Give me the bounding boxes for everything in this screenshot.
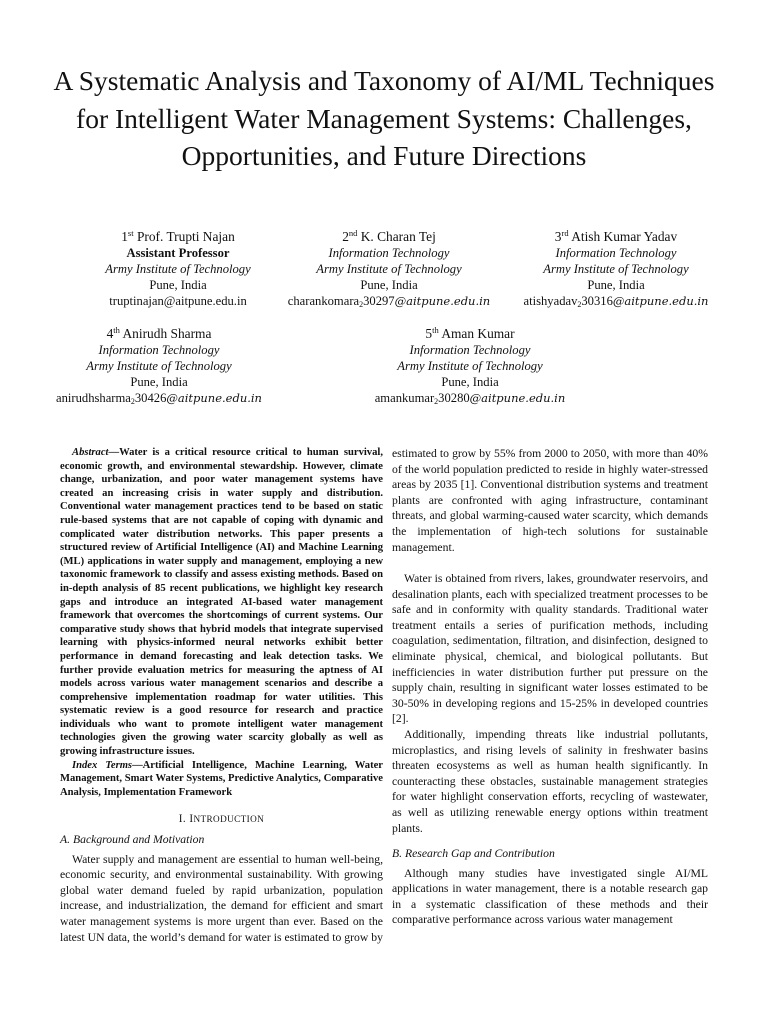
paragraph-background-2: Water is obtained from rivers, lakes, groundwater reservoirs, and desalination plants, each with specialized treatment processes to be safe and in conformity with quality standards. Traditional water treatment entails a series of purification methods, including coagulation, sedimentation, filtration, and disinfection, designed to eliminate physical, chemical, and biological pollutants. But inefficiencies in water distribution further put pressure on the supply chain, resulting in significant water losses estimated to be 30-50% in developing regions and 15-25% in developed countries [2].	[392, 572, 708, 726]
paragraph-background-3: Additionally, impending threats like industrial pollutants, microplastics, and rising levels of salinity in freshwater basins threaten ecosystems as well as human health significantly. In counteracting these obstacles, sustainable management strategies for water highlight conservation efforts, recycling of wastewater, as well as utilizing renewable energy options within treatment plants.	[392, 727, 708, 835]
author-name: 2nd K. Charan Tej	[342, 228, 436, 244]
author-affiliation: Army Institute of Technology	[316, 262, 462, 276]
paper-title: A Systematic Analysis and Taxonomy of AI/ML Techniques for Intelligent Water Management Systems: Challenges, Opportunities, and Future Directions	[53, 65, 715, 171]
paragraph-background-1: Water supply and management are essential to human well-being, economic security, and environmental sustainability. With growing global water demand fueled by rapid urbanization, population increase, and industrialization, the demand for efficient and smart water management systems is more urgent than ever. Based on the latest UN data, the world’s demand for water is estimated to grow by	[60, 852, 383, 944]
author-city: Pune, India	[149, 278, 207, 292]
author-name: 3rd Atish Kumar Yadav	[554, 228, 678, 244]
right-column	[392, 446, 708, 928]
author-block-3	[501, 228, 731, 309]
subsection-heading-background: A. Background and Motivation	[60, 833, 205, 847]
author-email: amankumar$_2$30280@aitpune.edu.in	[374, 391, 566, 406]
author-department: Information Technology	[409, 343, 531, 357]
index-terms	[60, 759, 383, 800]
subsection-heading-research-gap: B. Research Gap and Contribution	[392, 847, 555, 861]
abstract-text: —Water is a critical resource critical to human survival, economic growth, and environmental stewardship. However, climate change, urbanization, and poor water management systems have created an increasing crisis in water supply and distribution. Conventional water management practices tend to be based on static rule-based systems that are not capable of coping with dynamic and complicated water distribution networks. This paper presents a structured review of Artificial Intelligence (AI) and Machine Learning (ML) applications in water supply and management, employing a new taxonomic framework to classify and assess existing methods. Based on in-depth analysis of 85 recent publications, we highlight key research gaps and introduce an integrated AI-based water management framework that overcomes the shortcomings of current systems. Our comparative study shows that hybrid models that integrate supervised learning with physics-informed neural networks exhibit better performance in demand forecasting and leak detection tasks. We further provide evaluation metrics for measuring the aptness of AI models across various water management scenarios and describe a comprehensive implementation roadmap for water utilities. This systematic review is a good resource for research and practice individuals who want to promote intelligent water management technologies given the growing water scarcity globally as well as growing infrastructure issues.	[60, 447, 383, 758]
author-block-2	[274, 228, 504, 309]
author-affiliation: Army Institute of Technology	[105, 262, 251, 276]
author-city: Pune, India	[587, 278, 645, 292]
abstract-label: Abstract	[72, 447, 109, 458]
author-block-1	[63, 228, 293, 309]
author-name: 1st Prof. Trupti Najan	[121, 228, 235, 244]
author-affiliation: Army Institute of Technology	[543, 262, 689, 276]
author-name: 5th Aman Kumar	[425, 325, 515, 341]
author-email: charankomara$_2$30297@aitpune.edu.in	[287, 294, 491, 309]
author-email: atishyadav$_2$30316@aitpune.edu.in	[523, 294, 709, 309]
left-column	[60, 446, 383, 944]
author-department: Information Technology	[98, 343, 220, 357]
author-name: 4th Anirudh Sharma	[106, 325, 212, 341]
abstract	[60, 446, 383, 759]
author-city: Pune, India	[360, 278, 418, 292]
author-affiliation: Army Institute of Technology	[397, 359, 543, 373]
index-terms-label: Index Terms	[72, 759, 133, 771]
author-email: truptinajan@aitpune.edu.in	[109, 294, 247, 308]
index-terms-text: —Artificial Intelligence, Machine Learning, Water Management, Smart Water Systems, Predictive Analytics, Comparative Analysis, Implementation Framework	[60, 759, 383, 798]
author-block-4	[44, 325, 274, 406]
author-block-5	[355, 325, 585, 406]
author-city: Pune, India	[130, 375, 188, 389]
paragraph-research-gap-1: Although many studies have investigated single AI/ML applications in water management, there is a notable research gap in a systematic classification of these methods and their comparative performance across various water management	[392, 866, 708, 927]
author-email: anirudhsharma$_2$30426@aitpune.edu.in	[56, 391, 262, 406]
paragraph-background-1-continued: estimated to grow by 55% from 2000 to 2050, with more than 40% of the world population predicted to reside in highly water-stressed areas by 2035 [1]. Conventional distribution systems and treatment plants are confronted with aging infrastructure, contaminant threats, and global warming-caused water scarcity, which demands the implementation of high-tech solutions for sustainable management.	[392, 446, 708, 554]
author-affiliation: Army Institute of Technology	[86, 359, 232, 373]
author-department: Information Technology	[328, 246, 450, 260]
author-city: Pune, India	[441, 375, 499, 389]
section-heading-introduction: I. INTRODUCTION	[178, 813, 265, 826]
author-department: Information Technology	[555, 246, 677, 260]
author-position: Assistant Professor	[126, 246, 230, 260]
